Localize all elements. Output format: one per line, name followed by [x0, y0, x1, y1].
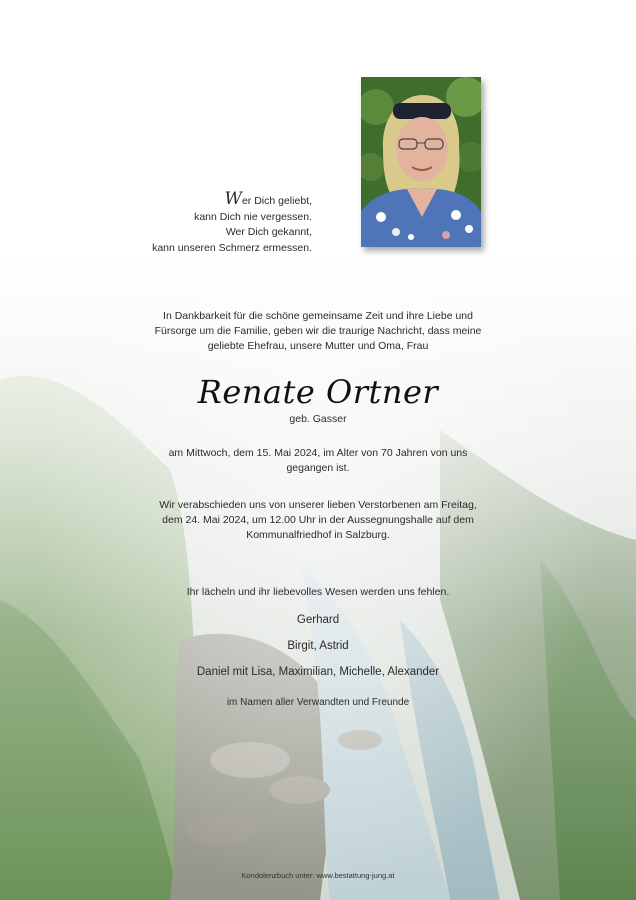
relatives-line: im Namen aller Verwandten und Freunde: [226, 697, 410, 708]
intro-line-1: In Dankbarkeit für die schöne gemeinsame Zeit und ihre Liebe und: [163, 310, 473, 322]
poem-line-3: Wer Dich gekannt,: [225, 226, 312, 238]
poem-line-1-text: er Dich geliebt,: [241, 195, 312, 207]
family-line-3: Daniel mit Lisa, Maximilian, Michelle, Alexander: [196, 666, 440, 678]
condolence-book-link[interactable]: Kondolenzbuch unter: www.bestattung-jung.at: [241, 871, 395, 880]
poem-line-1: [120, 189, 312, 210]
poem-line-4: kann unseren Schmerz ermessen.: [152, 241, 312, 254]
funeral-line-1: Wir verabschieden uns von unserer lieben Verstorbenen am Freitag,: [159, 499, 477, 511]
funeral-details: [100, 498, 536, 543]
funeral-line-2: dem 24. Mai 2024, um 12.00 Uhr in der Aussegnungshalle auf dem: [162, 514, 474, 526]
closing-sentence: Ihr lächeln und ihr liebevolles Wesen werden uns fehlen.: [186, 586, 450, 598]
maiden-name: geb. Gasser: [289, 413, 347, 425]
death-notice: [100, 446, 536, 476]
portrait-photo: [361, 77, 481, 247]
death-notice-line-2: gegangen ist.: [286, 462, 350, 474]
intro-line-3: geliebte Ehefrau, unsere Mutter und Oma, Frau: [207, 340, 429, 352]
intro-paragraph: [100, 309, 536, 354]
memorial-poem: [120, 189, 312, 256]
family-line-1: Gerhard: [296, 614, 340, 626]
funeral-line-3: Kommunalfriedhof in Salzburg.: [246, 529, 390, 541]
deceased-name: Renate Ortner: [197, 373, 439, 411]
poem-line-2: kann Dich nie vergessen.: [194, 210, 312, 223]
poem-initial-letter: W: [224, 189, 242, 209]
intro-line-2: Fürsorge um die Familie, geben wir die traurige Nachricht, dass meine: [154, 325, 482, 337]
death-notice-line-1: am Mittwoch, dem 15. Mai 2024, im Alter von 70 Jahren von uns: [168, 447, 468, 459]
family-line-2: Birgit, Astrid: [287, 640, 349, 652]
